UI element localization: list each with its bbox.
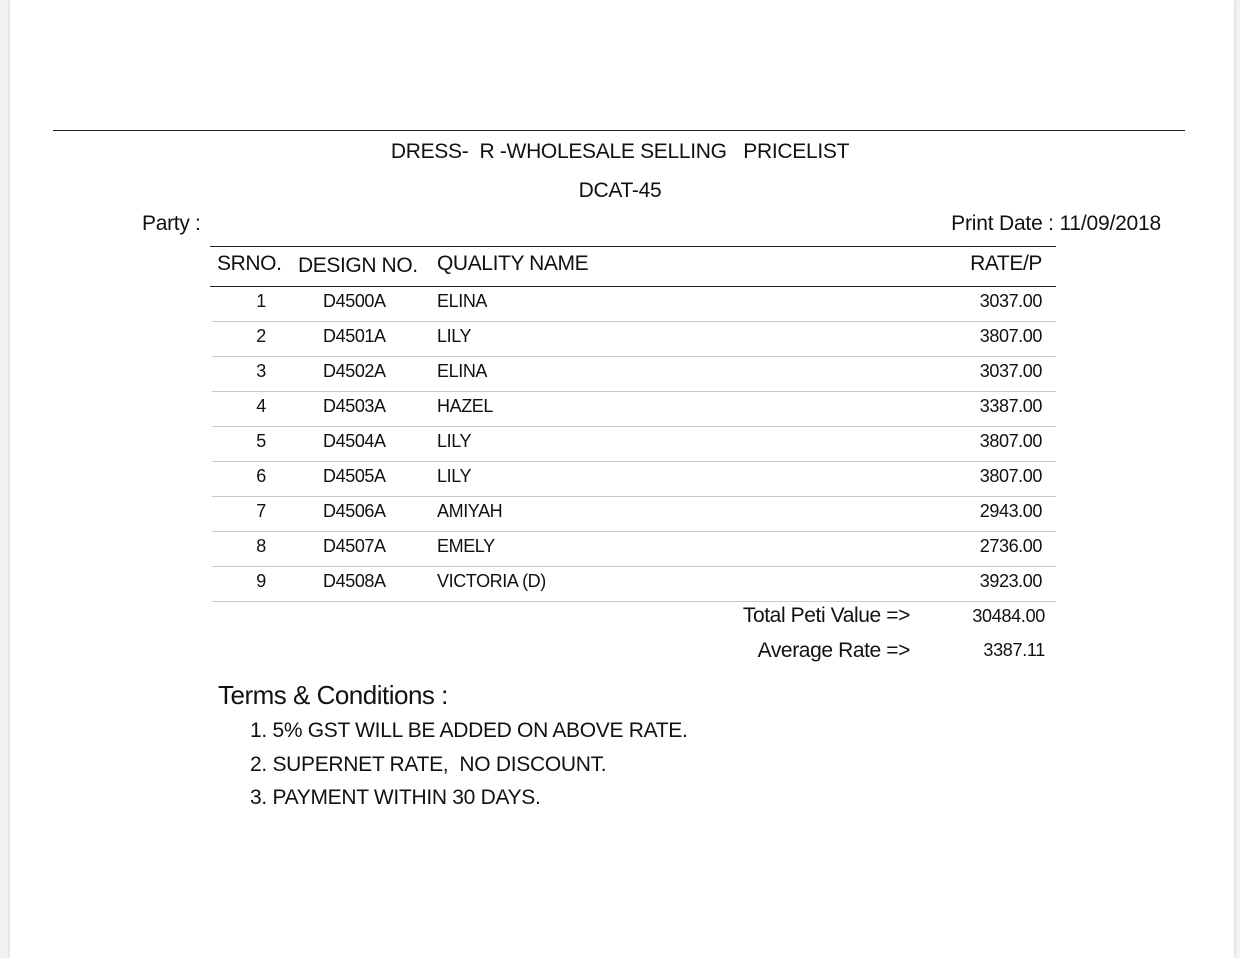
- table-row: [212, 287, 1056, 322]
- cell-srno: 9: [256, 571, 266, 591]
- cell-design-no: D4501A: [323, 326, 386, 346]
- table-row: [212, 392, 1056, 427]
- table-header: [210, 252, 1056, 286]
- table-row: [212, 532, 1056, 567]
- cell-design-no: D4507A: [323, 536, 386, 556]
- document-title: DRESS- R -WHOLESALE SELLING PRICELIST: [390, 140, 850, 163]
- print-date: Print Date : 11/09/2018: [951, 212, 1161, 235]
- cell-rate: 3387.00: [979, 396, 1042, 416]
- cell-srno: 3: [256, 361, 266, 381]
- cell-design-no: D4505A: [323, 466, 386, 486]
- cell-quality-name: HAZEL: [437, 396, 494, 416]
- cell-quality-name: LILY: [437, 431, 472, 451]
- cell-design-no: D4506A: [323, 501, 386, 521]
- party-label: Party :: [142, 212, 201, 235]
- cell-quality-name: ELINA: [437, 291, 488, 311]
- column-header-rate: RATE/P: [970, 252, 1042, 275]
- term-item: 3. PAYMENT WITHIN 30 DAYS.: [250, 786, 541, 809]
- column-header-design-no: DESIGN NO.: [298, 254, 418, 277]
- total-peti-value: 30484.00: [972, 606, 1045, 626]
- catalog-code: DCAT-45: [578, 179, 662, 202]
- top-divider: [53, 130, 1185, 131]
- table-row: [212, 497, 1056, 532]
- cell-rate: 3807.00: [979, 431, 1042, 451]
- total-peti-value-label: Total Peti Value =>: [742, 604, 910, 627]
- cell-quality-name: VICTORIA (D): [437, 571, 546, 591]
- average-rate-label: Average Rate =>: [757, 639, 910, 662]
- table-row: [212, 567, 1056, 602]
- cell-quality-name: EMELY: [437, 536, 495, 556]
- cell-srno: 4: [256, 396, 266, 416]
- cell-srno: 8: [256, 536, 266, 556]
- cell-design-no: D4508A: [323, 571, 386, 591]
- cell-rate: 3807.00: [979, 466, 1042, 486]
- cell-rate: 3037.00: [979, 361, 1042, 381]
- terms-list: [250, 719, 688, 820]
- table-row: [212, 357, 1056, 392]
- column-header-quality-name: QUALITY NAME: [437, 252, 589, 275]
- cell-rate: 2943.00: [979, 501, 1042, 521]
- table-row: [212, 462, 1056, 497]
- cell-srno: 7: [256, 501, 266, 521]
- table-top-divider: [210, 246, 1056, 247]
- term-item: 2. SUPERNET RATE, NO DISCOUNT.: [250, 752, 607, 776]
- cell-rate: 3037.00: [979, 291, 1042, 311]
- cell-design-no: D4503A: [323, 396, 386, 416]
- cell-srno: 5: [256, 431, 266, 451]
- term-item: 1. 5% GST WILL BE ADDED ON ABOVE RATE.: [250, 719, 688, 742]
- cell-quality-name: ELINA: [437, 361, 488, 381]
- cell-design-no: D4502A: [323, 361, 386, 381]
- cell-rate: 3807.00: [979, 326, 1042, 346]
- cell-quality-name: LILY: [437, 466, 472, 486]
- cell-quality-name: AMIYAH: [437, 501, 503, 521]
- cell-srno: 6: [256, 466, 266, 486]
- table-row: [212, 322, 1056, 357]
- cell-srno: 2: [256, 326, 266, 346]
- cell-rate: 2736.00: [979, 536, 1042, 556]
- table-body: [212, 287, 1056, 602]
- cell-design-no: D4500A: [323, 291, 386, 311]
- cell-quality-name: LILY: [437, 326, 472, 346]
- cell-srno: 1: [256, 291, 266, 311]
- table-row: [212, 427, 1056, 462]
- column-header-srno: SRNO.: [217, 252, 282, 275]
- cell-design-no: D4504A: [323, 431, 386, 451]
- terms-title: Terms & Conditions :: [218, 680, 448, 710]
- cell-rate: 3923.00: [979, 571, 1042, 591]
- average-rate-value: 3387.11: [983, 640, 1045, 660]
